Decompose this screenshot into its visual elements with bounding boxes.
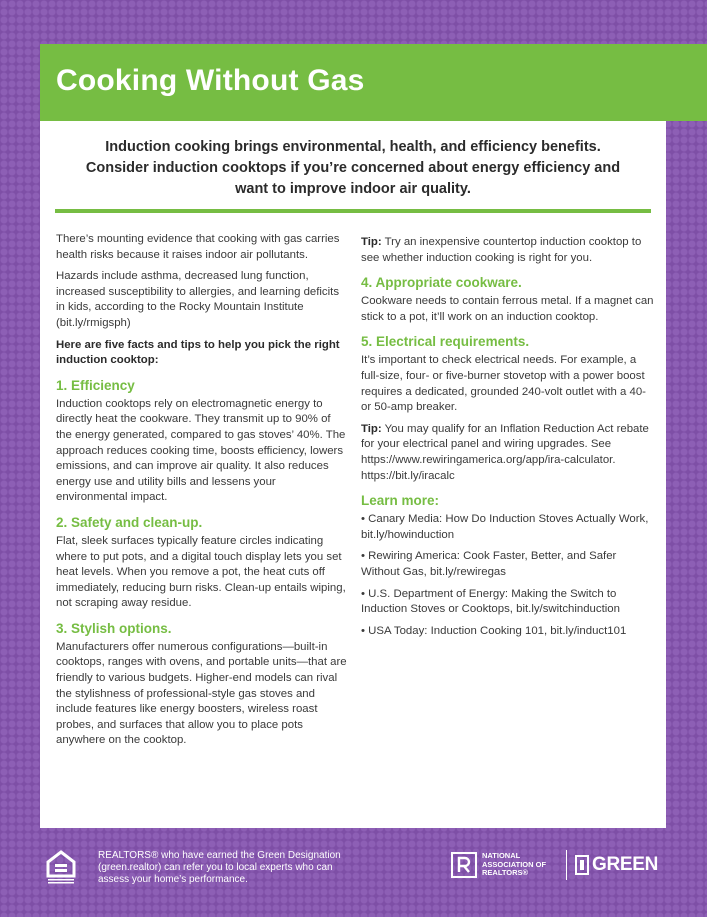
intro-paragraph-1: There’s mounting evidence that cooking with gas carries health risks because it raises indoor air pollutants. — [56, 233, 340, 261]
section-heading-learn-more: Learn more: — [361, 493, 440, 509]
tip-body: Try an inexpensive countertop induction cooktop to see whether induction cooking is right for you. — [361, 236, 642, 264]
learn-more-item[interactable]: • Rewiring America: Cook Faster, Better, and Safer Without Gas, bit.ly/rewiregas — [361, 550, 617, 578]
nar-wordmark: NATIONAL ASSOCIATION OF REALTORS® — [482, 851, 547, 877]
tip-countertop — [361, 235, 655, 266]
tips-lead: Here are five facts and tips to help you pick the right induction cooktop: — [56, 338, 340, 367]
intro-paragraph-2: Hazards include asthma, decreased lung function, increased susceptibility to allergies, and learning deficits in kids, according to the Rocky Mountain Institute (bit.ly/rmigsph) — [56, 270, 340, 329]
green-divider — [55, 209, 651, 213]
section-heading-efficiency: 1. Efficiency — [56, 377, 135, 393]
section-heading-electrical: 5. Electrical requirements. — [361, 334, 530, 350]
equal-housing-logo-icon — [46, 850, 76, 886]
section-body-cookware: Cookware needs to contain ferrous metal. If a magnet can stick to a pot, it’ll work on an induction cooktop. — [361, 295, 654, 323]
footer-designation-text: REALTORS® who have earned the Green Designation (green.realtor) can refer you to local experts who can assess your home’s performance. — [98, 850, 341, 885]
section-body-efficiency: Induction cooktops rely on electromagnetic energy to directly heat the cookware. They transmit up to 90% of the energy generated, compared to gas stoves’ 40%. The approach reduces cooking time, boosts efficiency, lowers emissions, and can improve air quality. It also reduces energy use and utility bills and lessens your environmental impact. — [56, 397, 346, 504]
green-wordmark: GREEN — [592, 854, 659, 875]
right-column — [361, 235, 655, 645]
left-column — [56, 232, 348, 755]
tip-label: Tip: — [361, 422, 382, 435]
content-card — [40, 121, 666, 828]
section-body-stylish: Manufacturers offer numerous configurations—built-in cooktops, ranges with ovens, and portable units—that are friendly to various budgets. Higher-end models can rival the stylishness of professional-style gas stoves and include features like energy boosters, wireless roast probes, and surfaces that allow you to place pots anywhere on the cooktop. — [56, 640, 347, 747]
tip-body: You may qualify for an Inflation Reduction Act rebate for your electrical panel and wiring upgrades. See https://www.rewiringamerica.org/app/ira-calculator. https://bit.ly/iracalc — [361, 422, 649, 482]
intro-text: Induction cooking brings environmental, health, and efficiency benefits. Consider induction cooktops if you’re concerned about energy efficiency and want to improve indoor air quality. — [85, 139, 621, 197]
section-heading-cookware: 4. Appropriate cookware. — [361, 275, 522, 291]
learn-more-item[interactable]: • USA Today: Induction Cooking 101, bit.ly/induct101 — [361, 624, 627, 637]
tip-rebate — [361, 422, 655, 484]
page-title: Cooking Without Gas — [56, 64, 365, 97]
header-bar — [40, 44, 707, 121]
learn-more-item[interactable]: • Canary Media: How Do Induction Stoves Actually Work, bit.ly/howinduction — [361, 513, 649, 541]
section-body-electrical: It’s important to check electrical needs. For example, a full-size, four- or five-burner stovetop with a power boost requires a dedicated, grounded 240-volt outlet with a 40- or 50-amp breaker. — [361, 354, 646, 414]
footer — [0, 828, 707, 917]
realtor-r-logo-icon — [451, 852, 477, 878]
green-leaf-mark-icon — [575, 854, 589, 876]
tip-label: Tip: — [361, 236, 382, 248]
learn-more-list — [361, 512, 655, 639]
section-body-safety: Flat, sleek surfaces typically feature circles indicating where to put pots, and a digital touch display lets you set heat levels. When you remove a pot, the heat cuts off immediately, reducing burn risks. Clean-up entails wiping, not scraping away residue. — [56, 534, 346, 610]
logo-divider — [566, 850, 567, 880]
section-heading-stylish: 3. Stylish options. — [56, 620, 172, 636]
learn-more-item[interactable]: • U.S. Department of Energy: Making the Switch to Induction Stoves or Cooktops, bit.ly/switchinduction — [361, 587, 620, 616]
section-heading-safety: 2. Safety and clean-up. — [56, 514, 203, 530]
